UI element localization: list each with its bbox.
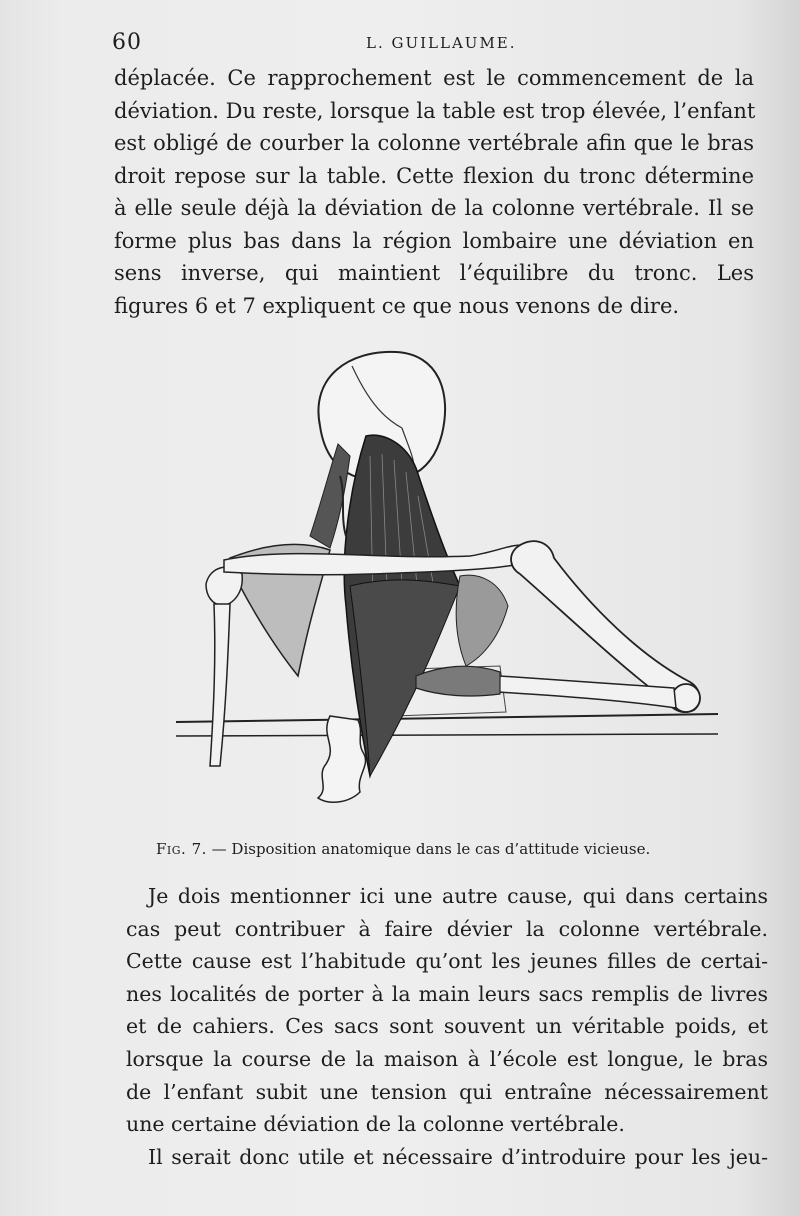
text-line: sens inverse, qui maintient l’équilibre du tronc. Les [114,261,754,285]
text-line: figures 6 et 7 expliquent ce que nous venons de dire. [114,293,680,318]
text-line: Je dois mentionner ici une autre cause, qui dans certains [148,884,768,908]
text-line: droit repose sur la table. Cette flexion du tronc détermine [114,163,754,188]
shoulder-muscle [456,575,508,666]
table-edge-line [176,734,718,736]
anatomical-figure [170,336,730,836]
running-head: L. GUILLAUME. [366,34,517,52]
text-line: et de cahiers. Ces sacs sont souvent un véritable poids, et [126,1014,768,1039]
text-line: est obligé de courber la colonne vertébrale afin que le bras [114,131,754,155]
neck-muscle [310,444,350,548]
table-edge-line [176,714,718,722]
left-arm-bone [210,604,230,766]
lumbar-spine [318,716,366,802]
text-line: déviation. Du reste, lorsque la table est trop élevée, l’enfant [114,98,756,123]
right-hand [416,666,500,696]
anatomy-illustration [170,336,730,836]
paragraph-2 [126,880,768,1173]
caption-text: — Disposition anatomique dans le cas d’attitude vicieuse. [206,840,651,858]
text-line: forme plus bas dans la région lombaire une déviation en [114,228,754,253]
text-line: déplacée. Ce rapprochement est le commencement de la [114,66,754,90]
figure-label: Fig. 7. [156,840,207,858]
text-line: Il serait donc utile et nécessaire d’introduire pour les jeu- [148,1144,768,1169]
paragraph-1 [114,62,754,322]
page-number: 60 [112,30,142,55]
text-line: Cette cause est l’habitude qu’ont les jeunes filles de certai- [126,949,768,974]
text-line: une certaine déviation de la colonne vertébrale. [126,1112,625,1137]
figure-caption [156,840,756,858]
text-line: à elle seule déjà la déviation de la colonne vertébrale. Il se [114,196,754,220]
text-line: lorsque la course de la maison à l’école est longue, le bras [126,1046,768,1071]
page-header [112,30,632,56]
text-line: nes localités de porter à la main leurs sacs remplis de livres [126,981,768,1006]
text-line: de l’enfant subit une tension qui entraîne nécessairement [126,1079,768,1104]
text-line: cas peut contribuer à faire dévier la colonne vertébrale. [126,916,768,941]
